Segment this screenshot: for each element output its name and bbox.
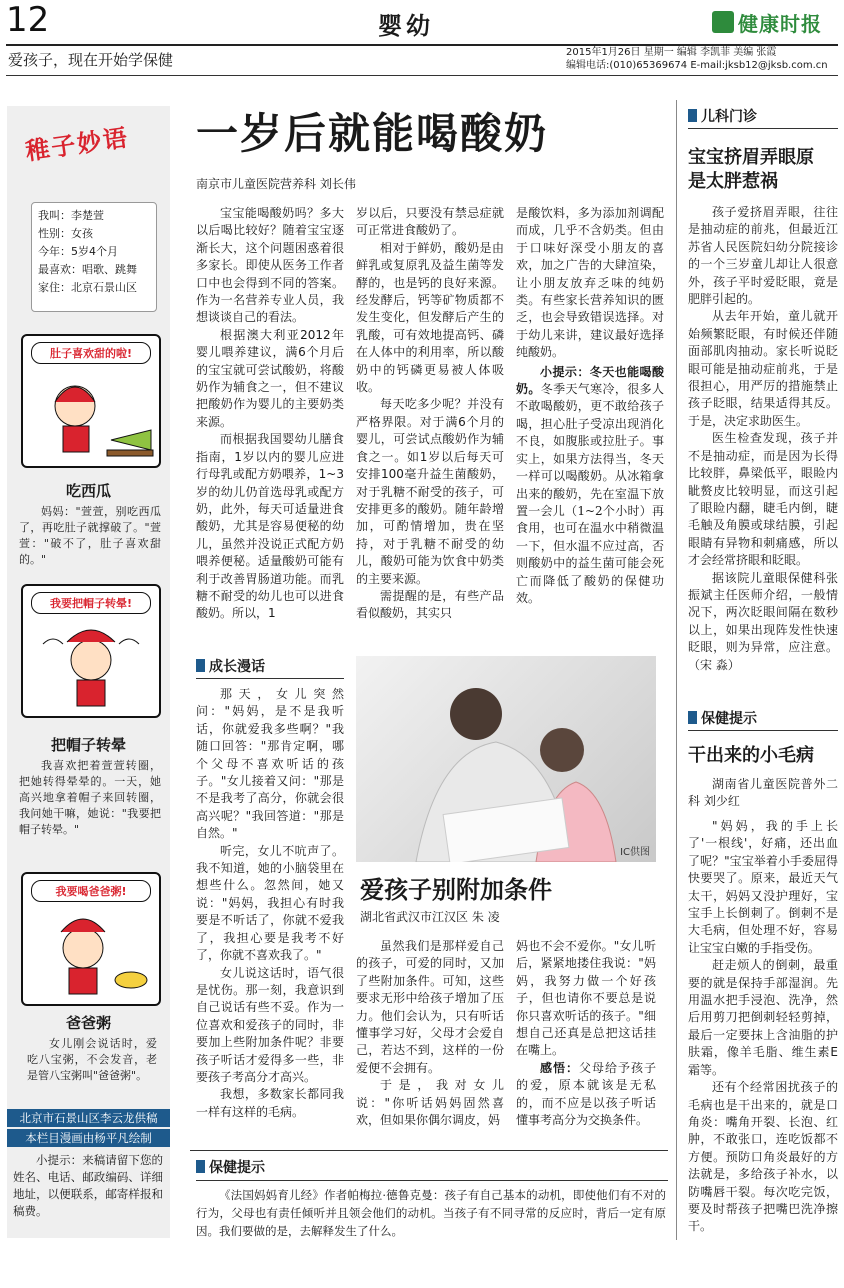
author-credit: （宋 淼） [688, 657, 740, 672]
article-photo [356, 656, 656, 862]
story-column [196, 686, 344, 1142]
section-marker-icon [688, 109, 697, 122]
comic-child-icon [23, 614, 159, 714]
bottom-tip-text: 《法国妈妈育儿经》作者帕梅拉·德鲁克曼：孩子有自己基本的动机，即使他们有不对的行为，父母也有责任倾听并且领会他们的动机。当孩子有不同寻常的反应时，背后一定有原因。我们要做的是，去解释发生了什么。 [196, 1188, 666, 1238]
comic-title: 把帽子转晕 [50, 736, 126, 754]
comic-child-icon [23, 364, 159, 464]
section-marker-icon [196, 1160, 205, 1173]
paragraph: 我想，多数家长都同我一样有这样的毛病。 [196, 1087, 344, 1119]
story-title: 爱孩子别附加条件 [360, 875, 552, 904]
section-rule [688, 128, 838, 129]
paragraph: 于是，我对女儿说："你听话妈妈固然喜欢，但如果你偶尔调皮，妈 [356, 1078, 504, 1128]
article-title: 干出来的小毛病 [688, 745, 814, 766]
paragraph [688, 570, 838, 674]
paragraph: 是酸饮料，多为添加剂调配而成，几乎不含奶类。但由于口味好深受小朋友的喜欢，加之广告的大肆渲染，让小朋友放弃乏味的纯奶类。有些家长营养知识的匮乏，也会导致错误选择。对于幼儿来讲，建议最好选择纯酸奶。 [516, 206, 664, 360]
section-label-text: 保健提示 [209, 1160, 265, 1176]
section-label [196, 656, 265, 676]
column-divider [676, 100, 677, 1240]
right-article [688, 818, 838, 1238]
comic-panel [21, 584, 161, 718]
profile-line: 今年：5岁4个月 [38, 245, 118, 258]
comic-caption: 我要把帽子转晕! [31, 592, 151, 614]
article-column [196, 205, 344, 645]
paragraph: 听完，女儿不吭声了。我不知道，她的小脑袋里在想些什么。忽然间，她又说："妈妈，我担心有时我要是不听话了，你就不爱我了，我担心要是我考不好了，你就不喜欢我了。" [196, 843, 344, 963]
credit-line: 本栏目漫画由杨平凡绘制 [7, 1129, 170, 1147]
mother-child-drawing-icon [356, 656, 656, 862]
newspaper-logo [712, 8, 840, 36]
masthead-rule-2 [6, 75, 838, 76]
corner-title-text: 稚子妙语 [23, 122, 131, 166]
right-article [688, 204, 838, 694]
paragraph: 医生检查发现，孩子并不是抽动症，而是因为长得比较胖，鼻梁低平，眼睑内眦赘皮比较明显，而这引起了眼睑内翻，睫毛内倒，睫毛触及角膜或球结膜，引起眼睛有异物和刺痛感，所以才会经常挤眼和眨眼。 [688, 431, 838, 568]
story-column [356, 938, 504, 1142]
paragraph: 孩子爱挤眉弄眼，往往是抽动症的前兆，但最近江苏省人民医院妇幼分院接诊的一个三岁童儿却让人很意外，孩子平时爱眨眼，竟是肥胖引起的。 [688, 205, 838, 307]
insight-label: 感悟： [540, 1060, 579, 1075]
paragraph: "妈妈，我的手上长了'一根线'，好痛，还出血了呢？"宝宝举着小手委屈得快要哭了。原来，最近天气太干，妈妈又没护理好，宝宝手上长倒刺了。倒刺不是大毛病，但处理不好，容易让宝宝白嫩的手指受伤。 [688, 819, 838, 955]
profile-line: 性别：女孩 [38, 227, 93, 240]
paragraph: 赶走烦人的倒刺，最重要的就是保持手部湿润。先用温水把手浸泡、洗净，然后用剪刀把倒刺轻轻剪掉，最后一定要抹上含油脂的护肤霜，像羊毛脂、维生素E霜等。 [688, 958, 838, 1077]
paragraph: 根据澳大利亚2012年婴儿喂养建议，满6个月后的宝宝就可尝试酸奶，将酸奶作为辅食之一，但不建议把酸奶作为婴儿的主要奶类来源。 [196, 327, 344, 429]
paragraph: 虽然我们是那样爱自己的孩子，可爱的同时，又加了些附加条件。可知，这些要求无形中给孩子增加了压力。他们会认为，只有听话懂事学习好，父母才会爱自己，若达不到，这样的一份爱便不会拥有。 [356, 939, 504, 1075]
article-column [516, 205, 664, 645]
section-label-text: 成长漫话 [209, 659, 265, 675]
section-marker-icon [688, 711, 697, 724]
logo-mark-icon [712, 11, 734, 33]
section-rule [688, 730, 838, 731]
comic-text: 女儿刚会说话时，爱吃八宝粥，不会发音，老是管八宝粥叫"爸爸粥"。 [27, 1037, 157, 1082]
credit-line: 北京市石景山区李云龙供稿 [7, 1109, 170, 1127]
comic-caption: 肚子喜欢甜的啦! [31, 342, 151, 364]
comic-title: 爸爸粥 [65, 1014, 111, 1032]
photo-credit: IC供图 [620, 847, 650, 858]
profile-line: 我叫：李楚萱 [38, 209, 104, 222]
paragraph: 每天吃多少呢？并没有严格界限。对于满6个月的婴儿，可尝试点酸奶作为辅食之一。如1岁以后每天可安排100毫升益生菌酸奶，对于乳糖不耐受的孩子，可安排更多的酸奶。随年龄增加，可酌情增加，贵在坚持，对于乳糖不耐受的幼儿，酸奶可能为饮食中奶类的主要来源。 [356, 397, 504, 586]
paragraph: 那天，女儿突然问："妈妈，是不是我听话，你就爱我多些啊？"我随口回答："那肯定啊，哪个父母不喜欢听话的孩子。"女儿接着又问："那是不是我考了高分，你就会很高兴呢？"我回答道："那是自然。" [196, 687, 344, 841]
tip-paragraph [516, 364, 664, 608]
section-label-text: 儿科门诊 [701, 109, 757, 125]
section-rule [196, 1180, 668, 1181]
section-label [688, 106, 757, 126]
corner-title [23, 122, 153, 188]
comic-title: 吃西瓜 [65, 482, 111, 500]
article-column [356, 205, 504, 645]
insight-paragraph [516, 1060, 656, 1130]
article-byline: 湖南省儿童医院普外二科 刘少红 [688, 777, 838, 809]
byline: 南京市儿童医院营养科 刘长伟 [196, 177, 356, 191]
logo-text: 健康时报 [738, 11, 822, 36]
comic-panel [21, 334, 161, 468]
profile-line: 家住：北京石景山区 [38, 281, 137, 294]
comic-text: 我喜欢把着萱萱转圈，把她转得晕晕的。一天，她高兴地拿着帽子来回转圈，我问她干嘛，她说："我要把帽子转晕。" [19, 759, 161, 836]
sidebar [7, 106, 170, 1238]
paragraph: 宝宝能喝酸奶吗？多大以后喝比较好？随着宝宝逐渐长大，这个问题困惑着很多家长。即使从医务工作者口中也会得到不同的答案。作为一名营养专业人员，我想谈谈自己的看法。 [196, 206, 344, 325]
tip-text: 冬季天气寒冷，很多人不敢喝酸奶，更不敢给孩子喝，担心肚子受凉出现消化不良，如腹胀或拉肚子。事实上，如果方法得当，冬天一样可以喝酸奶。从冰箱拿出来的酸奶，先在室温下放置一会儿（1~2个小时）再食用，也可在温水中稍微温一下，但水温不应过高，否则酸奶中的益生菌可能会死亡而降低了酸奶的保健功效。 [516, 382, 664, 605]
insight-text: 父母给予孩子的爱，原本就该是无私的，而不应是以孩子听话懂事考高分为交换条件。 [516, 1060, 656, 1128]
bottom-rule [190, 1150, 668, 1151]
tip-label: 小提示：冬天也能喝酸奶。 [516, 364, 664, 397]
section-rule [196, 678, 344, 679]
comic-text: 妈妈："萱萱，别吃西瓜了，再吃肚子就撑破了。"萱萱："破不了，肚子喜欢甜的。" [19, 505, 161, 566]
tagline: 爱孩子，现在开始学保健 [8, 51, 174, 69]
section-label-text: 保健提示 [701, 711, 757, 727]
paragraph: 而根据我国婴幼儿膳食指南，1岁以内的婴儿应进行母乳或配方奶喂养，1~3岁的幼儿仍首选母乳或配方奶，此外，每天可适量进食酸奶，尤其是容易便秘的幼儿，虽然并没说正式配方奶喂养便秘。适量酸奶可能有利于改善胃肠道功能。而乳糖不耐受的幼儿也可以进食酸奶。所以，1 [196, 432, 344, 621]
sidebar-tip: 小提示：来稿请留下您的姓名、电话、邮政编码、详细地址，以便联系，邮寄样报和稿费。 [13, 1153, 163, 1218]
section-label [196, 1157, 265, 1177]
section-name: 婴幼 [378, 12, 434, 40]
comic-child-icon [23, 902, 159, 1002]
story-byline: 湖北省武汉市江汉区 朱 凌 [360, 910, 500, 924]
paragraph: 还有个经常困扰孩子的毛病也是干出来的，就是口角炎：嘴角开裂、长泡、红肿，不敢张口，连吃饭都不方便。预防口角炎最好的方法就是，多给孩子补水，以防嘴唇干裂。每次吃完饭，要及时帮孩子把嘴巴洗净擦干。 [688, 1080, 838, 1234]
profile-card [31, 202, 157, 312]
headline: 一岁后就能喝酸奶 [196, 109, 549, 158]
paragraph: 妈也不会不爱你。"女儿听后，紧紧地搂住我说："妈妈，我努力做一个好孩子，但也请你不要总是说你只喜欢听话的孩子。"细想自己还真是总把这话挂在嘴上。 [516, 939, 656, 1058]
profile-line: 最喜欢：唱歌、跳舞 [38, 263, 137, 276]
comic-panel [21, 872, 161, 1006]
paragraph: 从去年开始，童儿就开始频繁眨眼，有时候还伴随面部肌肉抽动。家长听说眨眼可能是抽动症前兆，于是很担心，用严厉的措施禁止孩子眨眼，结果适得其反。于是，决定求助医生。 [688, 309, 838, 428]
paragraph: 需提醒的是，有些产品看似酸奶，其实只 [356, 588, 504, 621]
page-number: 12 [6, 0, 50, 40]
date-line: 2015年1月26日 星期一 编辑 李凯菲 美编 张霞 [566, 47, 777, 58]
section-marker-icon [196, 659, 205, 672]
contact-line: 编辑电话:(010)65369674 E-mail:jksb12@jksb.com.cn [566, 60, 828, 71]
paragraph: 相对于鲜奶，酸奶是由鲜乳或复原乳及益生菌等发酵的，也是钙的良好来源。经发酵后，钙等矿物质都不发生变化，但发酵后产生的乳酸，可有效地提高钙、磷在人体中的利用率，所以酸奶中的钙磷更易被人体吸收。 [356, 240, 504, 395]
article-title: 宝宝挤眉弄眼原是太胖惹祸 [688, 147, 814, 192]
section-label [688, 708, 757, 728]
paragraph: 女儿说这话时，语气很是忧伤。那一刻，我意识到自己说话有些不妥。作为一位喜欢和爱孩子的同时，非要加上些附加条件呢？非要孩子听话才爱得多一些，非要孩子考高分才高兴。 [196, 965, 344, 1084]
paragraph: 岁以后，只要没有禁忌症就可正常进食酸奶了。 [356, 206, 504, 238]
paragraph-text: 据该院儿童眼保健科张振斌主任医师介绍，一般情况下，两次眨眼间隔在数秒以上，如果出现阵发性快速眨眼，则为异常，应注意。 [688, 570, 838, 655]
story-column [516, 938, 656, 1142]
comic-caption: 我要喝爸爸粥! [31, 880, 151, 902]
